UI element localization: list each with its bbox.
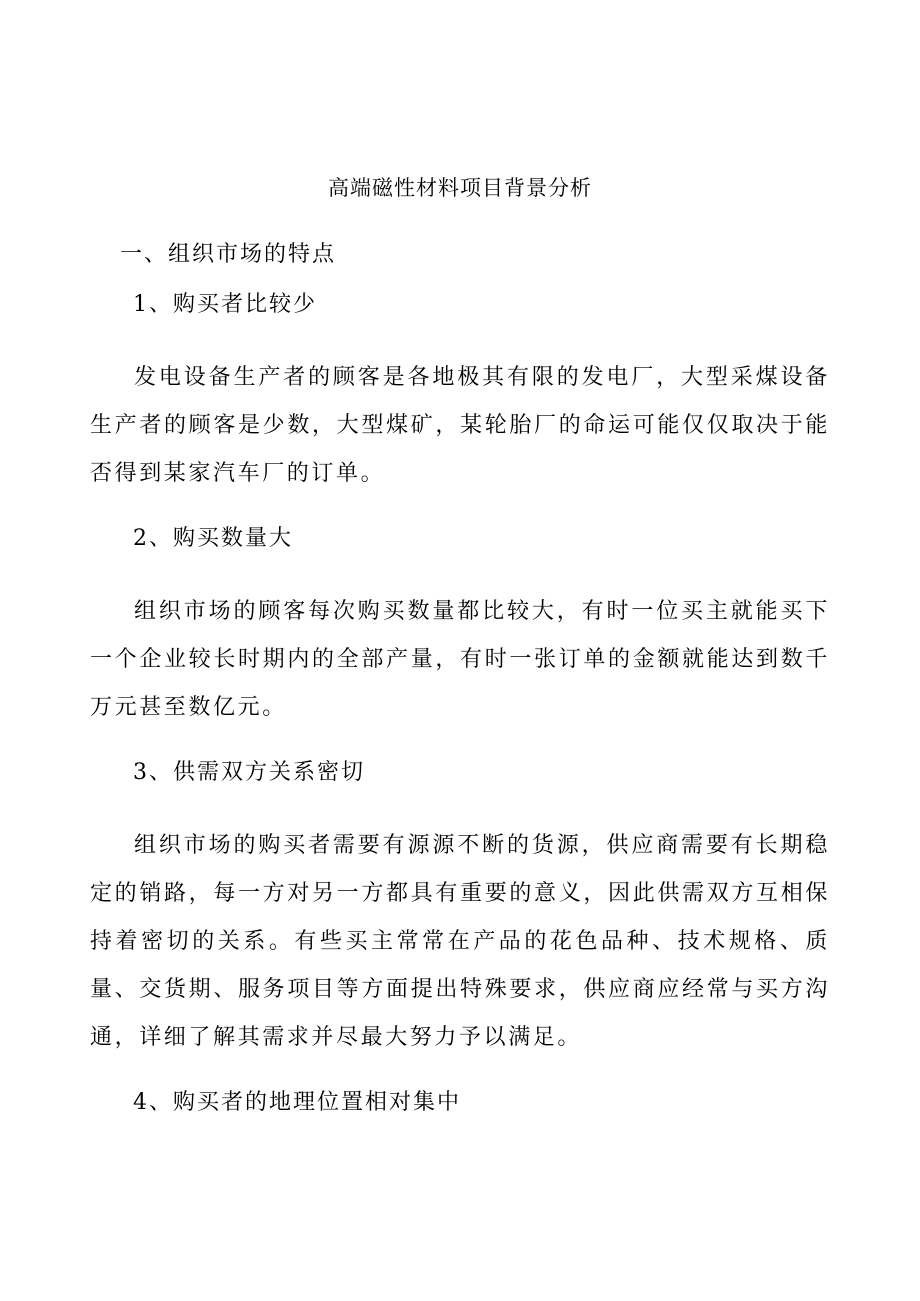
subsection-heading-2: 2、购买数量大 xyxy=(133,526,293,551)
subsection-heading-3: 3、供需双方关系密切 xyxy=(133,760,365,785)
subsection-paragraph-2: 组织市场的顾客每次购买数量都比较大，有时一位买主就能买下一个企业较长时期内的全部产量，有时一张订单的金额就能达到数千万元甚至数亿元。 xyxy=(90,599,830,720)
document-title: 高端磁性材料项目背景分析 xyxy=(328,176,592,200)
subsection-paragraph-3: 组织市场的购买者需要有源源不断的货源，供应商需要有长期稳定的销路，每一方对另一方都具有重要的意义，因此供需双方互相保持着密切的关系。有些买主常常在产品的花色品种、技术规格、质量、交货期、服务项目等方面提出特殊要求，供应商应经常与买方沟通，详细了解其需求并尽最大努力予以满足。 xyxy=(90,833,830,1050)
subsection-paragraph-1: 发电设备生产者的顾客是各地极其有限的发电厂，大型采煤设备生产者的顾客是少数，大型煤矿，某轮胎厂的命运可能仅仅取决于能否得到某家汽车厂的订单。 xyxy=(90,365,830,486)
subsection-heading-4: 4、购买者的地理位置相对集中 xyxy=(133,1090,461,1115)
subsection-heading-1: 1、购买者比较少 xyxy=(133,292,317,317)
section-heading: 一、组织市场的特点 xyxy=(120,242,337,267)
